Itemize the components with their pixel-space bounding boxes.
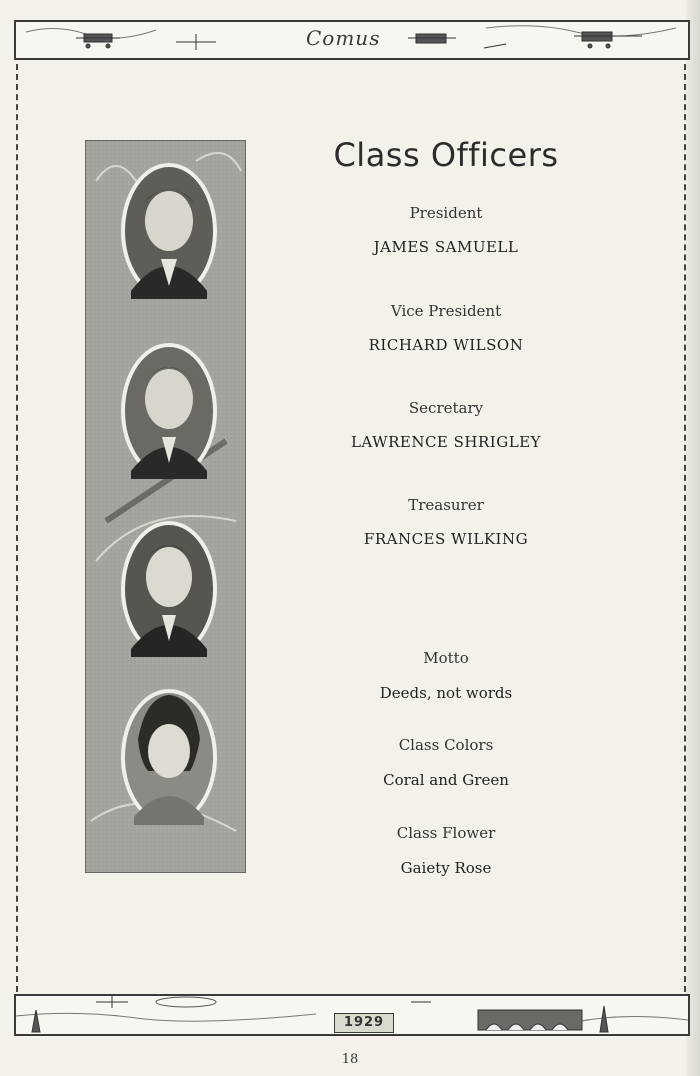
lighthouse-icon: [32, 1010, 40, 1032]
officer-photo-strip: [85, 140, 246, 873]
airplane-icon: [574, 32, 642, 48]
class-flower-value: Gaiety Rose: [400, 859, 492, 877]
yearbook-title: Comus: [306, 26, 381, 50]
footer-banner: [14, 994, 690, 1036]
class-colors-label: Class Colors: [398, 736, 494, 754]
airplane-icon: [176, 34, 216, 50]
right-dashed-border: [684, 64, 686, 992]
airplane-icon: [408, 34, 456, 43]
officer-portrait-2: [121, 343, 217, 479]
page-edge-shadow: [686, 0, 700, 1076]
officer-portrait-3: [121, 521, 217, 657]
officer-role-president: President: [409, 204, 483, 222]
officer-role-treasurer: Treasurer: [408, 496, 484, 514]
motto-value: Deeds, not words: [379, 684, 513, 702]
airplane-icon: [96, 996, 128, 1008]
officer-portrait-1: [121, 163, 217, 299]
page-number: 18: [341, 1052, 359, 1067]
officer-name-treasurer: FRANCES WILKING: [363, 530, 529, 548]
officer-name-president: JAMES SAMUELL: [373, 238, 519, 256]
officer-name-vice-president: RICHARD WILSON: [368, 336, 524, 354]
officer-role-vice-president: Vice President: [390, 302, 502, 320]
airplane-icon: [76, 34, 120, 48]
year-badge: 1929: [334, 1013, 394, 1033]
page-title: Class Officers: [333, 136, 559, 174]
header-banner: [14, 20, 690, 60]
hangar-icon: [478, 1010, 582, 1030]
lighthouse-icon: [600, 1006, 608, 1032]
class-colors-value: Coral and Green: [383, 771, 509, 789]
cloud-icon: [156, 997, 216, 1007]
officer-portrait-4: [121, 689, 217, 825]
airplane-icon: [484, 44, 506, 48]
officer-role-secretary: Secretary: [408, 399, 484, 417]
motto-label: Motto: [423, 649, 469, 667]
class-flower-label: Class Flower: [396, 824, 496, 842]
officer-name-secretary: LAWRENCE SHRIGLEY: [350, 433, 542, 451]
left-dashed-border: [16, 64, 18, 992]
